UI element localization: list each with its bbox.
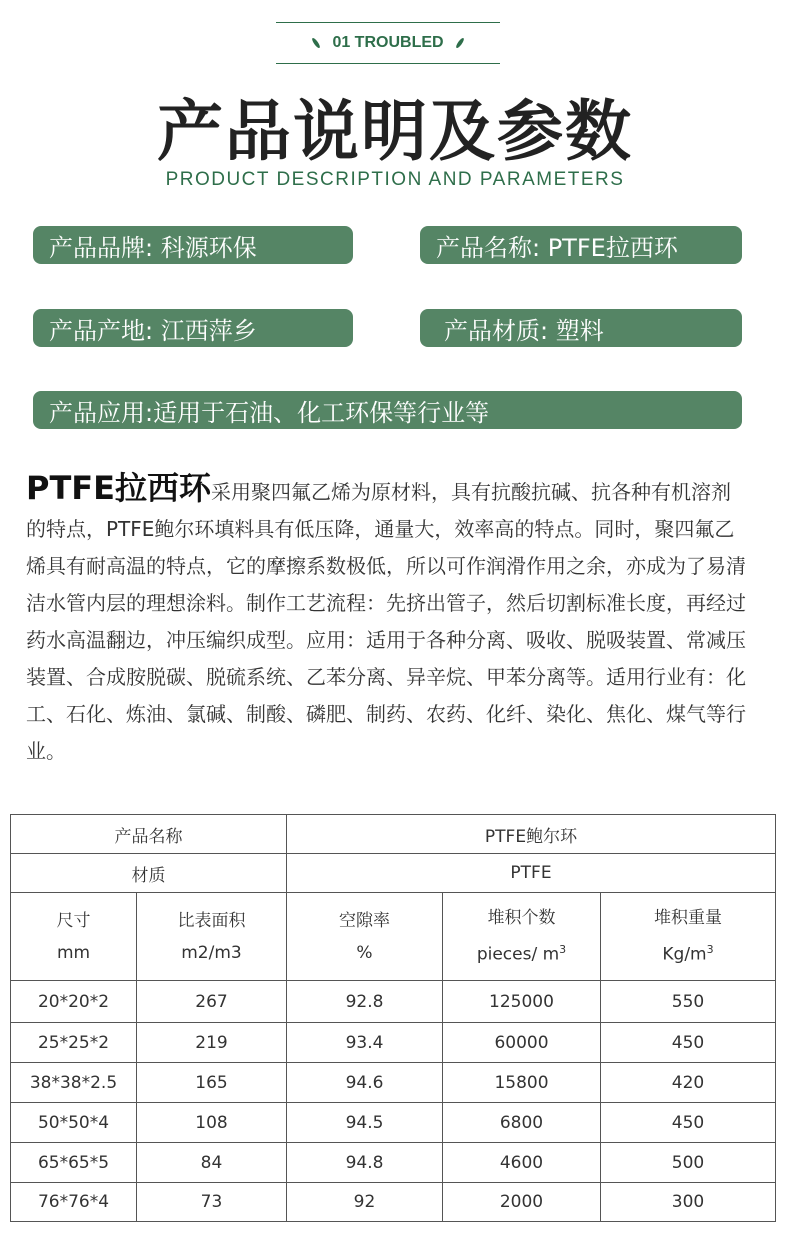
info-brand: 产品品牌: 科源环保 xyxy=(33,226,353,264)
table-cell: 550 xyxy=(601,981,776,1023)
table-cell: 84 xyxy=(137,1143,287,1183)
table-cell: 38*38*2.5 xyxy=(11,1063,137,1103)
table-cell: 94.8 xyxy=(287,1143,443,1183)
table-cell: 6800 xyxy=(443,1103,601,1143)
table-row xyxy=(11,1023,776,1063)
header-voidage-unit: % xyxy=(356,942,373,963)
header-size-unit: mm xyxy=(56,942,91,963)
info-name: 产品名称: PTFE拉西环 xyxy=(420,226,742,264)
material-label-cell: 材质 xyxy=(11,854,287,893)
table-row xyxy=(11,1183,776,1222)
table-row xyxy=(11,1143,776,1183)
table-cell: 420 xyxy=(601,1063,776,1103)
table-row xyxy=(11,981,776,1023)
header-area-label: 比表面积 xyxy=(177,910,246,931)
info-material: 产品材质: 塑料 xyxy=(420,309,742,347)
table-cell: 93.4 xyxy=(287,1023,443,1063)
table-cell: 92.8 xyxy=(287,981,443,1023)
info-application: 产品应用:适用于石油、化工环保等行业等 xyxy=(33,391,742,429)
description-body: 采用聚四氟乙烯为原材料，具有抗酸抗碱、抗各种有机溶剂的特点，PTFE鲍尔环填料具有低压降，通量大，效率高的特点。同时，聚四氟乙烯具有耐高温的特点，它的摩擦系数极低，所以可作润滑作用之余，亦成为了易清洁水管内层的理想涂料。制作工艺流程：先挤出管子，然后切割标准长度，再经过药水高温翻边，冲压编织成型。应用：适用于各种分离、吸收、脱吸装置、常减压装置、合成胺脱碳、脱硫系统、乙苯分离、异辛烷、甲苯分离等。适用行业有：化工、石化、炼油、氯碱、制酸、磷肥、制药、农药、化纤、染化、焦化、煤气等行业。 xyxy=(26,480,746,763)
table-cell: 65*65*5 xyxy=(11,1143,137,1183)
header-count-sup: 3 xyxy=(559,943,567,957)
table-cell: 108 xyxy=(137,1103,287,1143)
header-size-label: 尺寸 xyxy=(56,910,91,931)
leaf-icon xyxy=(454,37,464,49)
description-lead: PTFE拉西环 xyxy=(26,469,212,507)
table-cell: 20*20*2 xyxy=(11,981,137,1023)
material-value-cell: PTFE xyxy=(287,854,776,893)
table-cell: 25*25*2 xyxy=(11,1023,137,1063)
badge-label: 01 TROUBLED xyxy=(332,34,444,51)
table-cell: 219 xyxy=(137,1023,287,1063)
section-badge xyxy=(276,22,500,64)
table-cell: 76*76*4 xyxy=(11,1183,137,1222)
header-weight-unit-wrap xyxy=(601,934,775,971)
info-origin: 产品产地: 江西萍乡 xyxy=(33,309,353,347)
header-weight-unit: Kg/m xyxy=(662,944,707,965)
header-area xyxy=(137,893,287,981)
table-cell: 125000 xyxy=(443,981,601,1023)
table-row xyxy=(11,854,776,893)
header-count-unit-wrap xyxy=(443,934,600,971)
table-cell: 4600 xyxy=(443,1143,601,1183)
leaf-icon xyxy=(311,37,321,49)
parameter-table xyxy=(10,814,776,1222)
header-voidage-label: 空隙率 xyxy=(339,910,390,931)
product-description xyxy=(26,470,746,770)
table-row xyxy=(11,815,776,854)
page-title: 产品说明及参数 xyxy=(157,93,633,170)
table-cell: 73 xyxy=(137,1183,287,1222)
table-cell: 2000 xyxy=(443,1183,601,1222)
name-value-cell: PTFE鲍尔环 xyxy=(287,815,776,854)
table-cell: 267 xyxy=(137,981,287,1023)
table-row xyxy=(11,1063,776,1103)
table-cell: 15800 xyxy=(443,1063,601,1103)
table-cell: 50*50*4 xyxy=(11,1103,137,1143)
table-cell: 60000 xyxy=(443,1023,601,1063)
table-header-row xyxy=(11,893,776,981)
table-cell: 92 xyxy=(287,1183,443,1222)
table-body xyxy=(11,981,776,1222)
table-cell: 450 xyxy=(601,1023,776,1063)
table-row xyxy=(11,1103,776,1143)
table-cell: 94.5 xyxy=(287,1103,443,1143)
header-count xyxy=(443,893,601,981)
name-label-cell: 产品名称 xyxy=(11,815,287,854)
table-cell: 500 xyxy=(601,1143,776,1183)
header-weight-label: 堆积重量 xyxy=(654,908,722,929)
header-size xyxy=(11,893,137,981)
header-weight-sup: 3 xyxy=(706,943,714,957)
header-count-unit: pieces/ m xyxy=(476,944,560,965)
header-count-label: 堆积个数 xyxy=(487,908,556,929)
table-cell: 450 xyxy=(601,1103,776,1143)
page-subtitle: PRODUCT DESCRIPTION AND PARAMETERS xyxy=(165,169,625,190)
table-cell: 94.6 xyxy=(287,1063,443,1103)
table-cell: 165 xyxy=(137,1063,287,1103)
header-area-unit: m2/m3 xyxy=(181,942,242,963)
header-weight xyxy=(601,893,776,981)
table-cell: 300 xyxy=(601,1183,776,1222)
header-voidage xyxy=(287,893,443,981)
